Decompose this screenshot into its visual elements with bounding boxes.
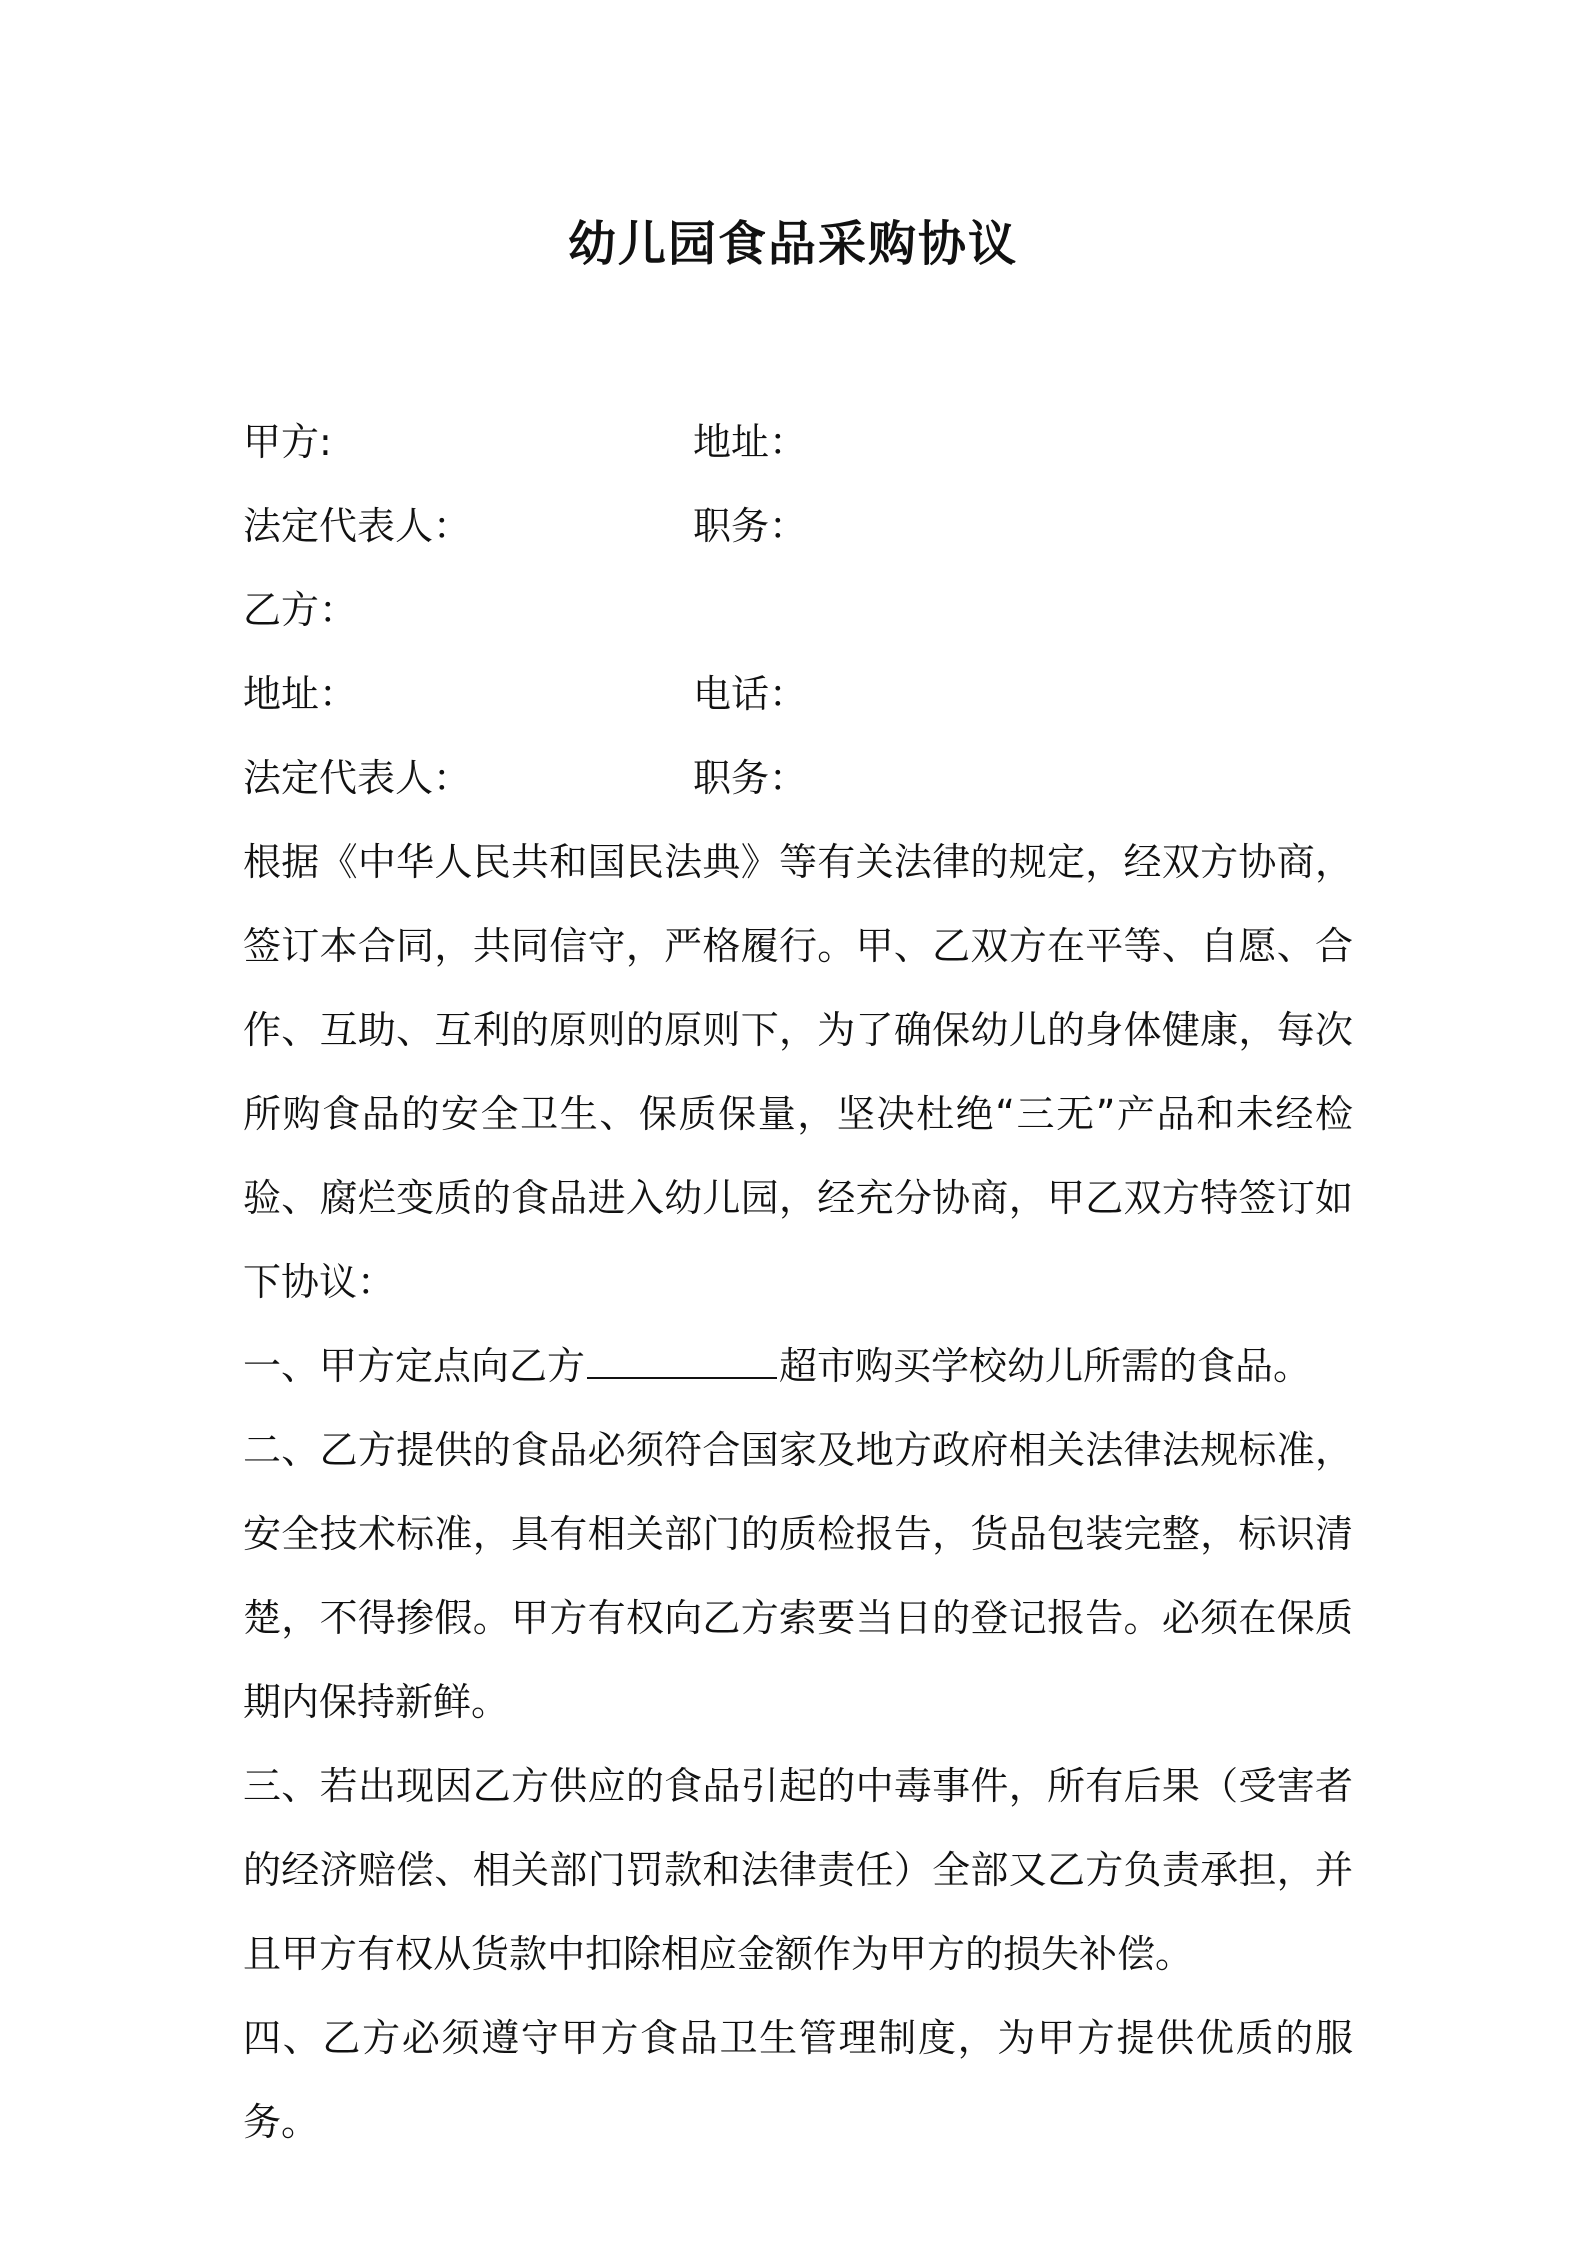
party-b-position-label: 职务： (693, 756, 808, 800)
clause-1-text-before: 一、甲方定点向乙方 (243, 1344, 586, 1388)
party-b-label: 乙方： (243, 588, 358, 632)
document-body (243, 400, 1353, 2164)
party-a-position-label: 职务： (693, 504, 808, 548)
document-title: 幼儿园食品采购协议 (567, 216, 1018, 272)
party-b-phone-label: 电话： (693, 672, 808, 716)
party-a-row (243, 400, 1353, 484)
party-b-address-label: 地址： (243, 672, 358, 716)
supermarket-name-blank (587, 1347, 777, 1379)
party-b-row (243, 568, 1353, 652)
preamble-paragraph: 根据《中华人民共和国民法典》等有关法律的规定，经双方协商，签订本合同，共同信守，严格履行。甲、乙双方在平等、自愿、合作、互助、互利的原则的原则下，为了确保幼儿的身体健康，每次所购食品的安全卫生、保质保量，坚决杜绝“三无”产品和未经检验、腐烂变质的食品进入幼儿园，经充分协商，甲乙双方特签订如下协议： (243, 840, 1353, 1304)
party-a-label: 甲方: (243, 420, 332, 464)
clause-1-text-after: 超市购买学校幼儿所需的食品。 (779, 1344, 1312, 1388)
clause-1 (243, 1324, 1353, 1408)
party-b-rep-row (243, 736, 1353, 820)
clause-4: 四、乙方必须遵守甲方食品卫生管理制度，为甲方提供优质的服务。 (243, 2016, 1353, 2144)
party-b-rep-label: 法定代表人： (243, 756, 472, 800)
clause-2: 二、乙方提供的食品必须符合国家及地方政府相关法律法规标准，安全技术标准，具有相关部门的质检报告，货品包装完整，标识清楚，不得掺假。甲方有权向乙方索要当日的登记报告。必须在保质期内保持新鲜。 (243, 1428, 1353, 1724)
party-a-address-label: 地址： (693, 420, 808, 464)
party-a-rep-label: 法定代表人： (243, 504, 472, 548)
party-a-rep-row (243, 484, 1353, 568)
clause-3: 三、若出现因乙方供应的食品引起的中毒事件，所有后果（受害者的经济赔偿、相关部门罚款和法律责任）全部又乙方负责承担，并且甲方有权从货款中扣除相应金额作为甲方的损失补偿。 (243, 1764, 1353, 1976)
party-b-address-row (243, 652, 1353, 736)
